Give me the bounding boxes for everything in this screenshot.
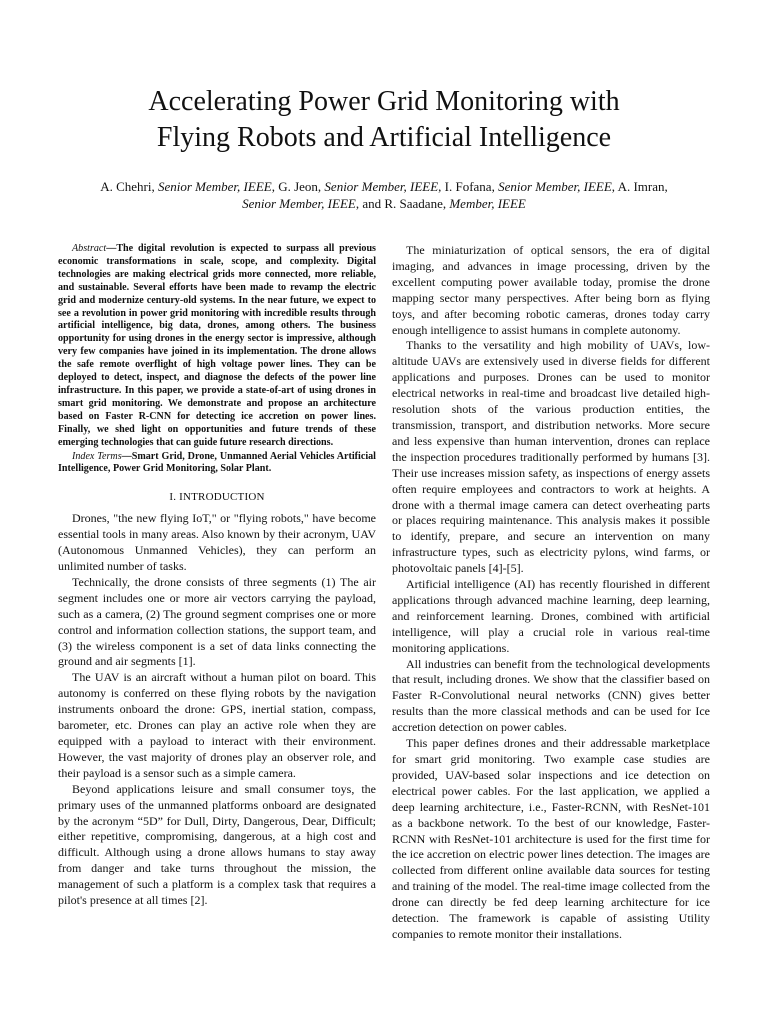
- body-paragraph: Thanks to the versatility and high mobility of UAVs, low-altitude UAVs are extensively used in diverse fields for different applications and purposes. Drones can be used to monitor electrical networks in real-time and broadcast live detailed high-resolution shots of the various production entities, the transmission, transport, and distribution networks. More secure and less expensive than human intervention, drones can replace the inspection procedures traditionally performed by humans [3]. Their use increases mission safety, as inspections of energy assets often require employees and contractors to work at heights. A drone with a thermal image camera can detect overheating parts or places requiring maintenance. This analysis makes it possible to identify, prepare, and secure an intervention on many infrastructure types, such as electricity pylons, wind farms, or photovoltaic panels [4]-[5].: [392, 338, 710, 576]
- title-line-2: Flying Robots and Artificial Intelligence: [156, 122, 612, 153]
- author-name: I. Fofana,: [444, 179, 499, 194]
- author-separator: ,: [438, 179, 445, 194]
- index-terms-label: Index Terms: [72, 450, 122, 462]
- author-role: Senior Member, IEEE: [242, 196, 356, 211]
- author-role: Senior Member, IEEE: [498, 179, 612, 194]
- author-name: A. Imran,: [617, 179, 668, 194]
- author-name: R. Saadane,: [384, 196, 450, 211]
- section-heading-introduction: I. INTRODUCTION: [169, 491, 265, 504]
- author-separator: , and: [355, 196, 385, 211]
- body-paragraph: All industries can benefit from the technological developments that result, including drones. We show that the classifier based on Faster R-Convolutional neural networks (CNN) gives better results than the more classical methods and can be used for Ice accretion detection on power cables.: [392, 656, 710, 735]
- left-column: [58, 243, 376, 909]
- paper-title: [60, 84, 708, 156]
- index-terms-text: —Smart Grid, Drone, Unmanned Aerial Vehicles Artificial Intelligence, Power Grid Monitoring, Solar Plant.: [58, 450, 376, 475]
- body-paragraph: The miniaturization of optical sensors, the era of digital imaging, and advances in image processing, driven by the excellent computing power available today, promise the drone mapping sector many perspectives. After being born as flying toys, and after becoming robotic cameras, drones today carry enough intelligence to assist humans in complete autonomy.: [392, 243, 710, 337]
- author-list: [100, 178, 668, 212]
- right-column: [392, 243, 710, 943]
- author-name: G. Jeon,: [278, 179, 325, 194]
- body-paragraph: Artificial intelligence (AI) has recently flourished in different applications through advanced machine learning, deep learning, and reinforcement learning. Drones, combined with artificial intelligence, will play a crucial role in various real-time monitoring applications.: [392, 577, 710, 655]
- abstract-text: —The digital revolution is expected to surpass all previous economic transformations in scale, scope, and complexity. Digital technologies are making electrical grids more connected, more reliable, and sustainable. Several efforts have been made to revamp the electric grid and modernize century-old systems. In the near future, we expect to see a revolution in power grid monitoring with incredible results through artificial intelligence, big data, drones, among others. The business opportunity for using drones in the energy sector is impressive, although very few companies have joined in its implementation. The drone allows the safe remote overflight of high voltage power lines. They can be deployed to detect, inspect, and diagnose the defects of the power line infrastructure. In this paper, we provide a state-of-art of using drones in smart grid monitoring. We demonstrate and propose an architecture based on Faster R-CNN for detecting ice accretion on power lines. Finally, we shed light on opportunities and future trends of these emerging technologies that can guide future research directions.: [58, 243, 376, 448]
- abstract: [58, 243, 376, 450]
- title-line-1: Accelerating Power Grid Monitoring with: [148, 86, 620, 117]
- abstract-label: Abstract: [72, 243, 107, 254]
- body-paragraph: The UAV is an aircraft without a human pilot on board. This autonomy is conferred on these flying robots by the navigation instruments onboard the drone: GPS, inertial station, compass, barometer, etc. Drones can play an active role when they are equipped with a payload to interact with their environment. However, the vast majority of drones play an observer role, and their payload is a sensor such as a simple camera.: [58, 670, 376, 780]
- body-paragraph: Drones, "the new flying IoT," or "flying robots," have become essential tools in many areas. Also known by their acronym, UAV (Autonomous Unmanned Vehicles), they can perform an unlimited number of tasks.: [58, 511, 376, 574]
- body-paragraph: Technically, the drone consists of three segments (1) The air segment includes one or more air vectors carrying the payload, such as a camera, (2) The ground segment comprises one or more control and information collection stations, the support team, and (3) the wireless component is a set of data links connecting the ground and air segments [1].: [58, 574, 376, 669]
- index-terms: [58, 451, 376, 477]
- author-role: Senior Member, IEEE: [324, 179, 439, 194]
- body-paragraph: This paper defines drones and their addressable marketplace for smart grid monitoring. Two example case studies are provided, UAV-based solar inspections and ice detection on electrical power cables. For the last application, we applied a deep learning architecture, i.e., Faster-RCNN, with ResNet-101 as a backbone network. To the best of our knowledge, Faster-RCNN with ResNet-101 architecture is used for the first time for the ice accretion on electric power lines detection. The images are collected from different online available data sources for testing and training of the model. The real-time image collected from the drone can directly be fed deep learning architecture for ice detection. The framework is capable of assisting Utility companies to remote monitor their installations.: [392, 736, 710, 941]
- body-paragraph: Beyond applications leisure and small consumer toys, the primary uses of the unmanned platforms onboard are designated by the acronym “5D” for Dull, Dirty, Dangerous, Dear, Difficult; either repetitive, compromising, dangerous, at a high cost and difficult. Although using a drone allows humans to stay away from danger and take turns throughout the mission, the management of such a platform is a complex task that requires a pilot's presence at all times [2].: [58, 781, 376, 908]
- author-role: Member, IEEE: [449, 196, 526, 211]
- author-name: A. Chehri,: [100, 179, 158, 194]
- author-separator: ,: [611, 179, 618, 194]
- author-role: Senior Member, IEEE: [157, 179, 272, 194]
- author-separator: ,: [271, 179, 279, 194]
